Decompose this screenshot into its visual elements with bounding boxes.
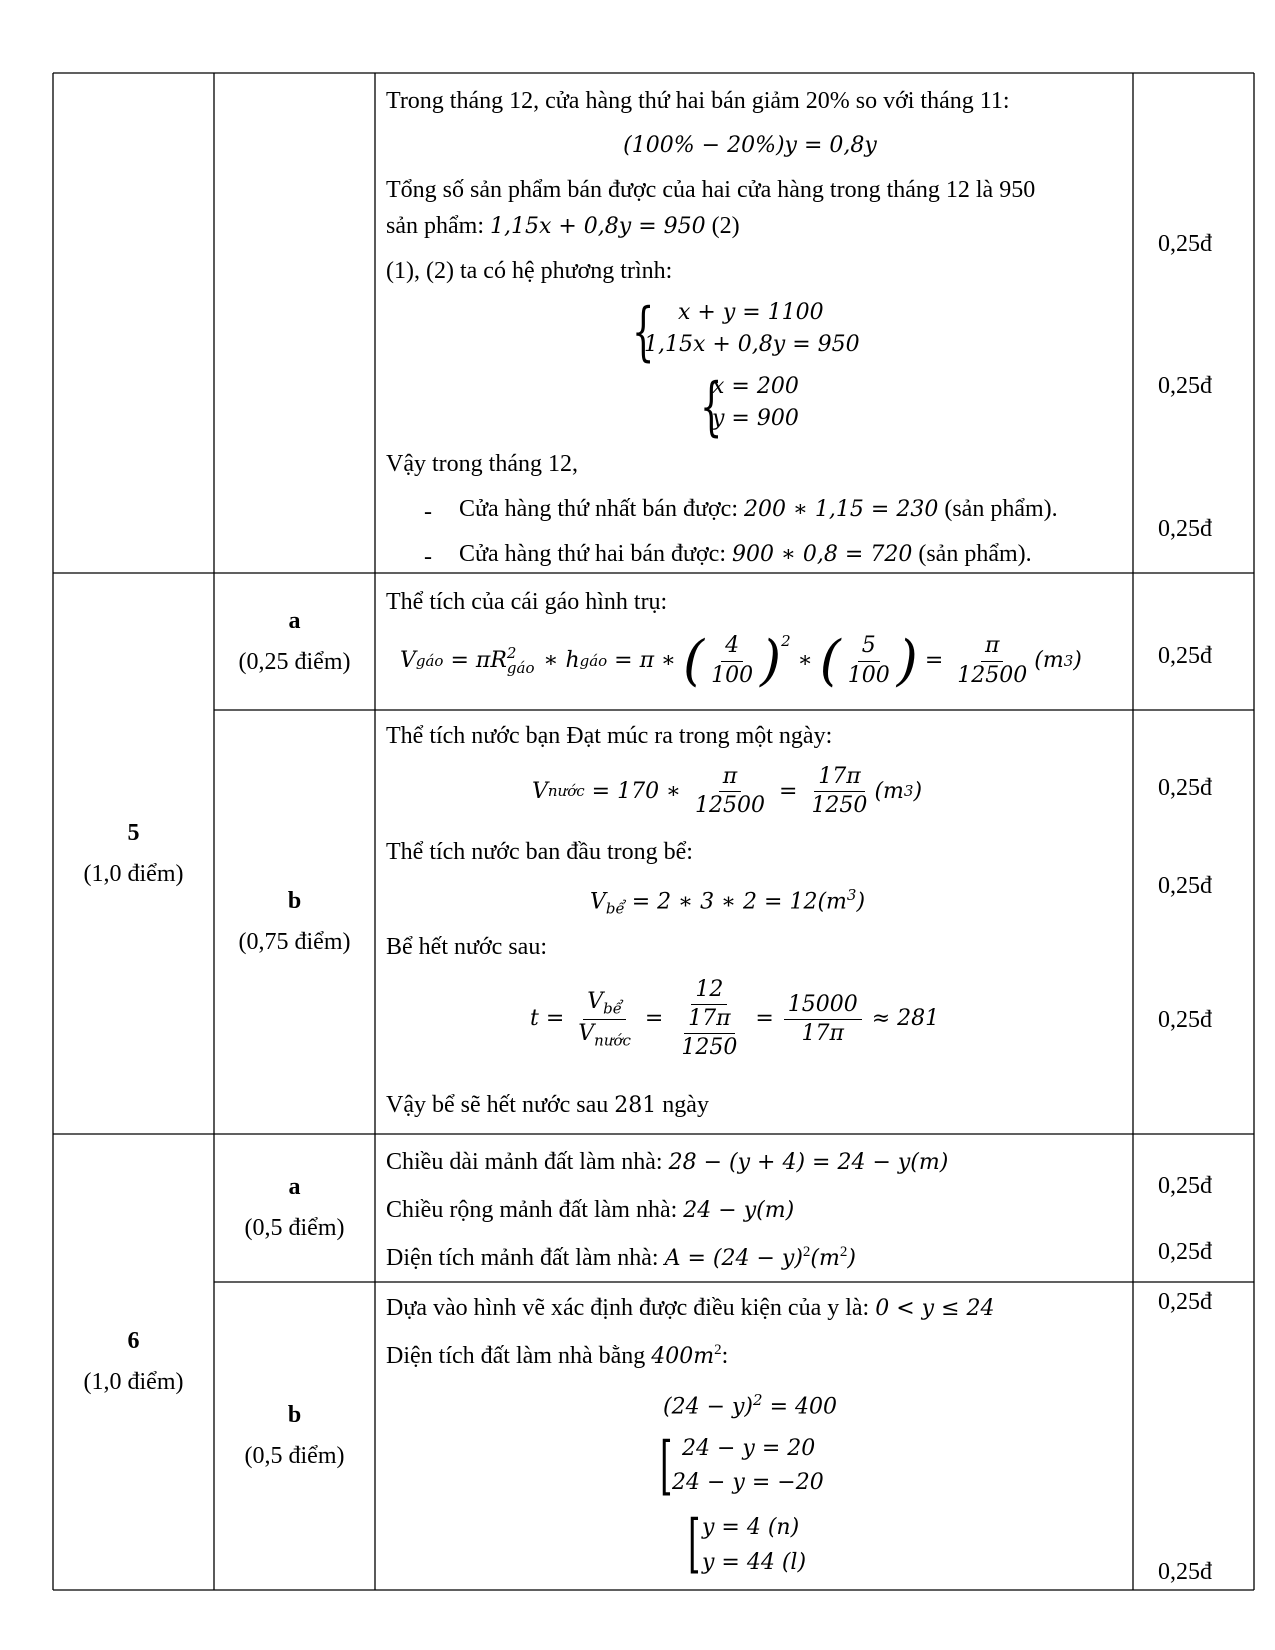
bracket-symbol: [ — [688, 1507, 701, 1581]
text-line: Thể tích của cái gáo hình trụ: — [386, 589, 668, 615]
text-line: Trong tháng 12, cửa hàng thứ hai bán giảm 20% so với tháng 11: — [386, 88, 1010, 114]
equation: t = $\frac{V_{bể}}{V_{nước}}$ = $\frac{12}{\frac{17\pi}{1250}}$ = $\frac{15000}{17\pi}$ ≈ 281 — [530, 977, 940, 1061]
bullet-dash: - — [424, 499, 432, 525]
score-value: 0,25đ — [1158, 516, 1212, 542]
score-value: 0,25đ — [1158, 373, 1212, 399]
system-equation: 1,15x + 0,8y = 950 — [644, 332, 860, 357]
part-points: (0,75 điểm) — [238, 929, 351, 955]
text-line: Tổng số sản phẩm bán được của hai cửa hàng trong tháng 12 là 950 — [386, 177, 1036, 203]
equation: V gáo = πR 2 gáo ∗ h gáo = π ∗ ( $\frac{4}{100}$ ) $^2$ ∗ ( $\frac{5}{100}$ ) = $\frac{\pi}{12500}$ (m 3 ) — [400, 629, 1082, 692]
question-points: (1,0 điểm) — [83, 860, 184, 887]
score-value: 0,25đ — [1158, 1007, 1212, 1033]
score-value: 0,25đ — [1158, 1239, 1212, 1265]
part-label: b — [287, 888, 302, 914]
system-equation: x = 200 — [712, 374, 799, 399]
brace-symbol: { — [632, 295, 655, 369]
text-line: Vậy trong tháng 12, — [386, 451, 578, 477]
equation: $(24 - y)^2 = 400$ — [663, 1391, 837, 1420]
score-value: 0,25đ — [1158, 643, 1212, 669]
question-6-cell — [53, 1134, 214, 1590]
score-value: 0,25đ — [1158, 873, 1212, 899]
bracket-symbol: [ — [660, 1429, 673, 1503]
equation: $V_{bể} = 2$ ∗ 3 ∗ $2 = 12(m^3)$ — [590, 886, 866, 918]
part-label: a — [288, 1174, 301, 1200]
text-line: (1), (2) ta có hệ phương trình: — [386, 258, 673, 284]
text-line: Diện tích đất làm nhà bằng $400m^2$: — [386, 1342, 729, 1369]
text-line: Chiều dài mảnh đất làm nhà: 28 − (y + 4) = 24 − y(m) — [386, 1149, 949, 1175]
brace-symbol: { — [700, 370, 723, 444]
question-number: 6 — [127, 1328, 140, 1354]
text-line: Vậy bể sẽ hết nước sau 281 ngày — [386, 1092, 709, 1118]
score-value: 0,25đ — [1158, 775, 1212, 801]
system-equation: x + y = 1100 — [678, 300, 824, 325]
text-line: Thể tích nước bạn Đạt múc ra trong một ngày: — [386, 723, 833, 749]
text-line: Diện tích mảnh đất làm nhà: $A = (24 - y)^2(m^2)$ — [386, 1244, 856, 1271]
system-equation: y = 900 — [712, 406, 799, 431]
list-item: Cửa hàng thứ nhất bán được: 200 ∗ 1,15 = 230 (sản phẩm). — [459, 496, 1058, 522]
system-equation: y = 44 (l) — [702, 1550, 807, 1575]
part-b-cell — [214, 1282, 375, 1590]
bullet-dash: - — [424, 544, 432, 570]
score-value: 0,25đ — [1158, 231, 1212, 257]
score-value: 0,25đ — [1158, 1559, 1212, 1585]
score-value: 0,25đ — [1158, 1173, 1212, 1199]
part-label: a — [288, 607, 301, 634]
part-points: (0,5 điểm) — [244, 1443, 345, 1469]
question-points: (1,0 điểm) — [83, 1369, 184, 1395]
score-value: 0,25đ — [1158, 1289, 1212, 1315]
text-line: Dựa vào hình vẽ xác định được điều kiện của y là: 0 < y ≤ 24 — [386, 1295, 995, 1321]
text-line: Bể hết nước sau: — [386, 934, 547, 960]
system-equation: 24 − y = −20 — [672, 1470, 824, 1495]
part-points: (0,25 điểm) — [238, 648, 351, 675]
text-line: Chiều rộng mảnh đất làm nhà: 24 − y(m) — [386, 1197, 795, 1223]
question-5-cell — [53, 573, 214, 1134]
part-label: b — [287, 1402, 302, 1428]
equation: (100% − 20%)y = 0,8y — [623, 133, 877, 158]
equation: V nước = 170 ∗ $\frac{\pi}{12500}$ = $\frac{17\pi}{1250}$ (m 3 ) — [532, 764, 923, 819]
text-line: sản phẩm: 1,15x + 0,8y = 950 (2) — [386, 213, 740, 239]
question-number: 5 — [127, 819, 140, 846]
system-equation: y = 4 (n) — [702, 1515, 800, 1540]
part-a-cell — [214, 573, 375, 710]
part-points: (0,5 điểm) — [244, 1215, 345, 1241]
list-item: Cửa hàng thứ hai bán được: 900 ∗ 0,8 = 720 (sản phẩm). — [459, 541, 1032, 567]
part-a-cell — [214, 1134, 375, 1282]
system-equation: 24 − y = 20 — [682, 1436, 816, 1461]
text-line: Thể tích nước ban đầu trong bể: — [386, 839, 693, 865]
part-b-cell — [214, 710, 375, 1134]
